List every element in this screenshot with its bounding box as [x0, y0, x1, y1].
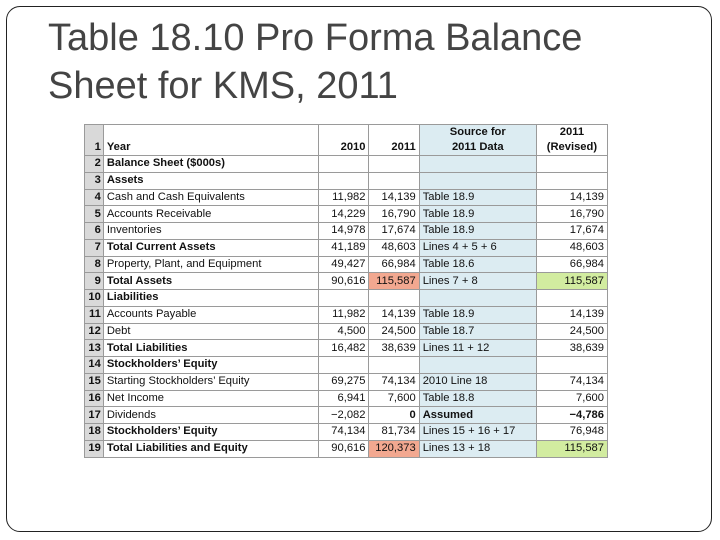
- row-label: Stockholders’ Equity: [103, 357, 318, 374]
- value-revised: 16,790: [536, 206, 607, 223]
- row-number: 9: [85, 273, 104, 290]
- header-2010: 2010: [319, 125, 369, 156]
- value-revised: [536, 156, 607, 173]
- source-cell: Table 18.8: [419, 390, 536, 407]
- value-2010: 90,616: [319, 273, 369, 290]
- row-number: 18: [85, 424, 104, 441]
- value-2011: 14,139: [369, 306, 419, 323]
- row-label: Liabilities: [103, 290, 318, 307]
- table-row: [85, 407, 608, 424]
- table-row: [85, 323, 608, 340]
- table-row: [85, 223, 608, 240]
- table-row: [85, 172, 608, 189]
- table-header-row: [85, 125, 608, 156]
- source-cell: Table 18.9: [419, 306, 536, 323]
- table-row: [85, 340, 608, 357]
- value-revised: [536, 357, 607, 374]
- table-row: [85, 206, 608, 223]
- value-2010: [319, 156, 369, 173]
- value-2010: 16,482: [319, 340, 369, 357]
- value-2011: 14,139: [369, 189, 419, 206]
- row-label: Cash and Cash Equivalents: [103, 189, 318, 206]
- value-2010: 69,275: [319, 373, 369, 390]
- source-cell: Assumed: [419, 407, 536, 424]
- row-number: 12: [85, 323, 104, 340]
- value-2010: 14,978: [319, 223, 369, 240]
- row-number: 1: [85, 125, 104, 156]
- source-cell: [419, 290, 536, 307]
- row-label: Starting Stockholders’ Equity: [103, 373, 318, 390]
- value-2010: 11,982: [319, 189, 369, 206]
- row-number: 5: [85, 206, 104, 223]
- source-cell: Table 18.7: [419, 323, 536, 340]
- row-label: Accounts Receivable: [103, 206, 318, 223]
- source-cell: Table 18.9: [419, 189, 536, 206]
- row-label: Total Current Assets: [103, 239, 318, 256]
- table-row: [85, 373, 608, 390]
- row-number: 14: [85, 357, 104, 374]
- table-row: [85, 390, 608, 407]
- header-source: [419, 125, 536, 156]
- source-cell: [419, 172, 536, 189]
- value-revised: 7,600: [536, 390, 607, 407]
- value-revised: 24,500: [536, 323, 607, 340]
- value-revised: 17,674: [536, 223, 607, 240]
- value-revised: [536, 172, 607, 189]
- value-revised: 38,639: [536, 340, 607, 357]
- source-cell: Table 18.6: [419, 256, 536, 273]
- value-2011: 48,603: [369, 239, 419, 256]
- value-revised: 14,139: [536, 306, 607, 323]
- table-row: [85, 440, 608, 457]
- value-2011: 24,500: [369, 323, 419, 340]
- source-cell: [419, 357, 536, 374]
- header-source-line2: 2011 Data: [451, 141, 504, 153]
- source-cell: 2010 Line 18: [419, 373, 536, 390]
- value-2011: 66,984: [369, 256, 419, 273]
- source-cell: Lines 7 + 8: [419, 273, 536, 290]
- value-revised: 48,603: [536, 239, 607, 256]
- row-number: 8: [85, 256, 104, 273]
- row-label: Debt: [103, 323, 318, 340]
- row-label: Total Liabilities and Equity: [103, 440, 318, 457]
- row-number: 10: [85, 290, 104, 307]
- source-cell: Lines 15 + 16 + 17: [419, 424, 536, 441]
- row-label: Accounts Payable: [103, 306, 318, 323]
- row-label: Inventories: [103, 223, 318, 240]
- pro-forma-balance-sheet-table: [84, 124, 608, 458]
- header-revised: [536, 125, 607, 156]
- table-row: [85, 239, 608, 256]
- table-row: [85, 156, 608, 173]
- value-2010: [319, 172, 369, 189]
- row-number: 6: [85, 223, 104, 240]
- value-2010: 49,427: [319, 256, 369, 273]
- value-revised: −4,786: [536, 407, 607, 424]
- value-2010: 14,229: [319, 206, 369, 223]
- row-number: 17: [85, 407, 104, 424]
- table-row: [85, 306, 608, 323]
- row-label: Dividends: [103, 407, 318, 424]
- header-source-line1: Source for: [449, 126, 506, 138]
- value-2010: 41,189: [319, 239, 369, 256]
- header-year-label: Year: [103, 125, 318, 156]
- row-number: 16: [85, 390, 104, 407]
- value-revised: [536, 290, 607, 307]
- source-cell: Lines 4 + 5 + 6: [419, 239, 536, 256]
- value-2011: [369, 357, 419, 374]
- value-2011: 38,639: [369, 340, 419, 357]
- table-row: [85, 273, 608, 290]
- value-2010: 4,500: [319, 323, 369, 340]
- value-revised: 74,134: [536, 373, 607, 390]
- value-revised: 66,984: [536, 256, 607, 273]
- table-row: [85, 290, 608, 307]
- value-2011: [369, 156, 419, 173]
- row-label: Property, Plant, and Equipment: [103, 256, 318, 273]
- source-cell: Table 18.9: [419, 206, 536, 223]
- row-number: 7: [85, 239, 104, 256]
- source-cell: [419, 156, 536, 173]
- value-2011: 17,674: [369, 223, 419, 240]
- source-cell: Table 18.9: [419, 223, 536, 240]
- value-2010: [319, 357, 369, 374]
- slide-title: Table 18.10 Pro Forma Balance Sheet for KMS, 2011: [48, 17, 583, 107]
- value-2011: [369, 290, 419, 307]
- value-2011: 81,734: [369, 424, 419, 441]
- row-label: Net Income: [103, 390, 318, 407]
- value-2010: 6,941: [319, 390, 369, 407]
- row-label: Total Liabilities: [103, 340, 318, 357]
- row-number: 15: [85, 373, 104, 390]
- row-number: 19: [85, 440, 104, 457]
- value-2011: 74,134: [369, 373, 419, 390]
- value-2010: 90,616: [319, 440, 369, 457]
- value-revised: 14,139: [536, 189, 607, 206]
- value-2010: 11,982: [319, 306, 369, 323]
- header-revised-line1: 2011: [559, 126, 585, 138]
- value-2011: 16,790: [369, 206, 419, 223]
- value-2011-highlighted: 120,373: [369, 440, 419, 457]
- value-2010: [319, 290, 369, 307]
- table-row: [85, 357, 608, 374]
- table-row: [85, 256, 608, 273]
- value-2011: 7,600: [369, 390, 419, 407]
- value-revised-highlighted: 115,587: [536, 273, 607, 290]
- value-revised-highlighted: 115,587: [536, 440, 607, 457]
- table-row: [85, 424, 608, 441]
- row-label: Assets: [103, 172, 318, 189]
- source-cell: Lines 13 + 18: [419, 440, 536, 457]
- row-label: Balance Sheet ($000s): [103, 156, 318, 173]
- row-number: 2: [85, 156, 104, 173]
- row-label: Stockholders’ Equity: [103, 424, 318, 441]
- value-revised: 76,948: [536, 424, 607, 441]
- row-number: 3: [85, 172, 104, 189]
- value-2011: [369, 172, 419, 189]
- value-2011-highlighted: 115,587: [369, 273, 419, 290]
- row-number: 13: [85, 340, 104, 357]
- table-row: [85, 189, 608, 206]
- row-label: Total Assets: [103, 273, 318, 290]
- balance-sheet-table-container: [84, 124, 608, 458]
- header-2011: 2011: [369, 125, 419, 156]
- value-2010: 74,134: [319, 424, 369, 441]
- header-revised-line2: (Revised): [546, 141, 598, 153]
- value-2010: −2,082: [319, 407, 369, 424]
- source-cell: Lines 11 + 12: [419, 340, 536, 357]
- row-number: 4: [85, 189, 104, 206]
- row-number: 11: [85, 306, 104, 323]
- value-2011: 0: [369, 407, 419, 424]
